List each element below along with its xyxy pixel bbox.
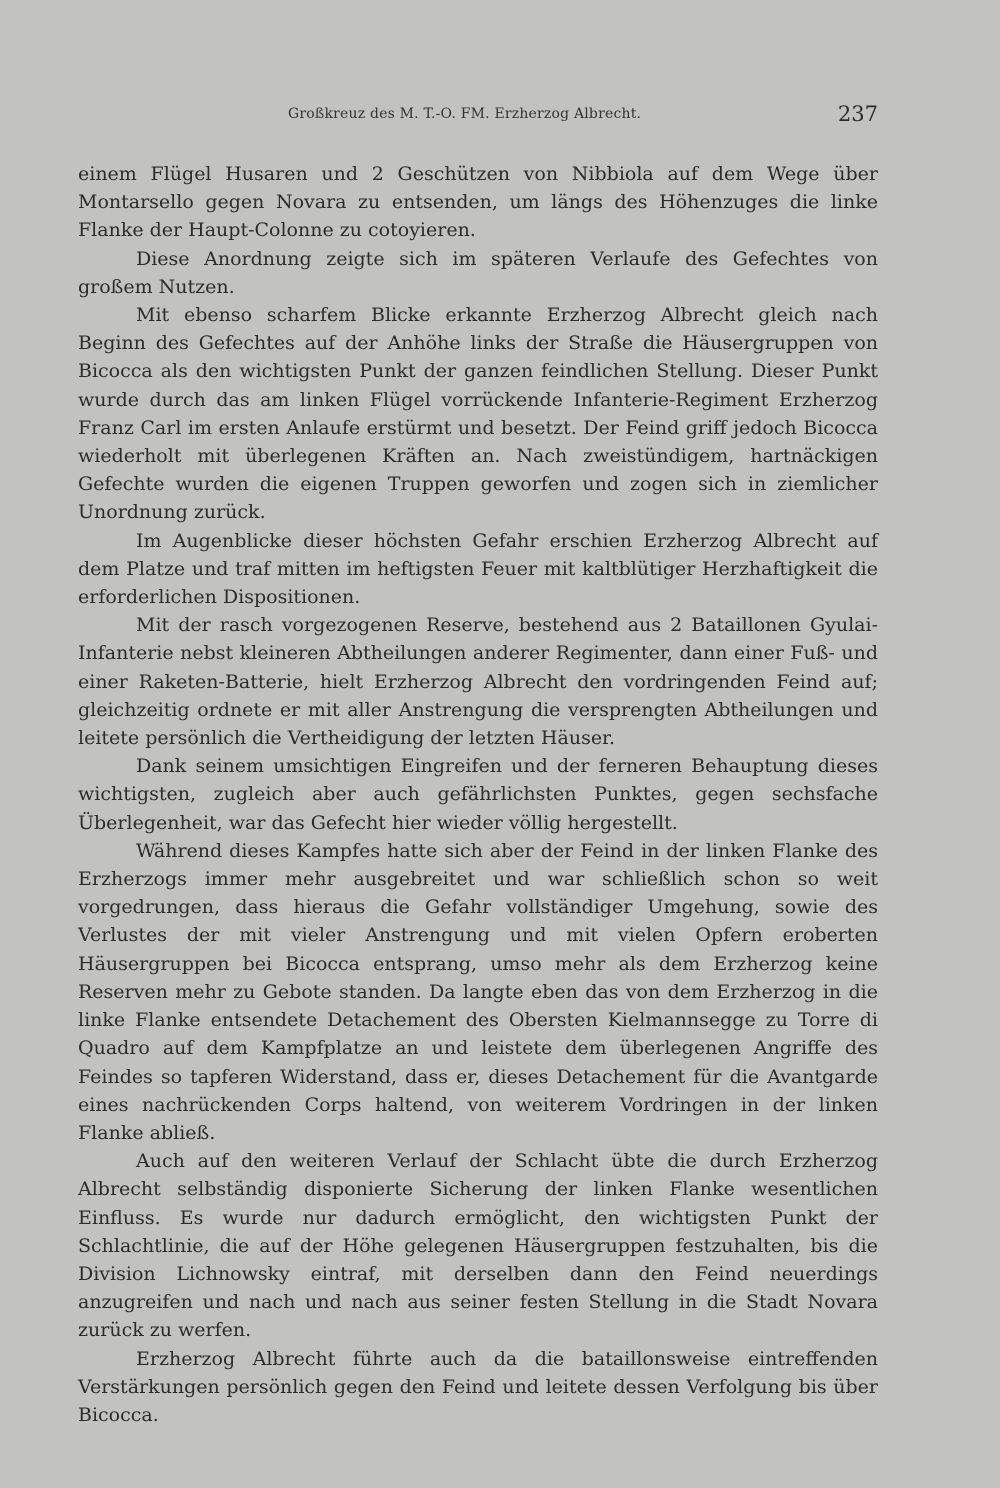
running-head: Großkreuz des M. T.-O. FM. Erzherzog Albrecht. [288, 106, 642, 122]
page-number: 237 [837, 102, 878, 126]
body-text [78, 160, 878, 1429]
paragraph: Mit der rasch vorgezogenen Reserve, bestehend aus 2 Bataillonen Gyulai-Infanterie nebst kleineren Abtheilungen anderer Regimenter, dann einer Fuß- und einer Raketen-Batterie, hielt Erzherzog Albrecht den vordringenden Feind auf; gleichzeitig ordnete er mit aller Anstrengung die versprengten Abtheilungen und leitete persönlich die Vertheidigung der letzten Häuser. [78, 614, 878, 750]
paragraph: Erzherzog Albrecht führte auch da die bataillonsweise eintreffenden Verstärkungen persönlich gegen den Feind und leitete dessen Verfolgung bis über Bicocca. [78, 1347, 878, 1426]
paragraph: Diese Anordnung zeigte sich im späteren Verlaufe des Gefechtes von großem Nutzen. [78, 247, 878, 298]
paragraph: Auch auf den weiteren Verlauf der Schlacht übte die durch Erzherzog Albrecht selbständig disponierte Sicherung der linken Flanke wesentlichen Einfluss. Es wurde nur dadurch ermöglicht, den wichtigsten Punkt der Schlachtlinie, die auf der Höhe gelegenen Häusergruppen festzuhalten, bis die Division Lichnowsky eintraf, mit derselben dann den Feind neuerdings anzugreifen und nach und nach aus seiner festen Stellung in die Stadt Novara zurück zu werfen. [78, 1150, 878, 1342]
page-header [78, 102, 878, 132]
paragraph: Dank seinem umsichtigen Eingreifen und der ferneren Behauptung dieses wichtigsten, zugleich aber auch gefährlichsten Punktes, gegen sechsfache Überlegenheit, war das Gefecht hier wieder völlig hergestellt. [78, 755, 878, 834]
paragraph: Während dieses Kampfes hatte sich aber der Feind in der linken Flanke des Erzherzogs immer mehr ausgebreitet und war schließlich schon so weit vorgedrungen, dass hieraus die Gefahr vollständiger Umgehung, sowie des Verlustes der mit vieler Anstrengung und mit vielen Opfern eroberten Häusergruppen bei Bicocca entsprang, umso mehr als dem Erzherzog keine Reserven mehr zu Gebote standen. Da langte eben das von dem Erzherzog in die linke Flanke entsendete Detachement des Obersten Kielmannsegge zu Torre di Quadro auf dem Kampfplatze an und leistete dem überlegenen Angriffe des Feindes so tapferen Widerstand, dass er, dieses Detachement für die Avantgarde eines nachrückenden Corps haltend, von weiterem Vordringen in der linken Flanke abließ. [78, 839, 878, 1144]
paragraph: einem Flügel Husaren und 2 Geschützen von Nibbiola auf dem Wege über Montarsello gegen Novara zu entsenden, um längs des Höhenzuges die linke Flanke der Haupt-Colonne zu cotoyieren. [78, 163, 878, 242]
paragraph: Mit ebenso scharfem Blicke erkannte Erzherzog Albrecht gleich nach Beginn des Gefechtes auf der Anhöhe links der Straße die Häusergruppen von Bicocca als den wichtigsten Punkt der ganzen feindlichen Stellung. Dieser Punkt wurde durch das am linken Flügel vorrückende Infanterie-Regiment Erzherzog Franz Carl im ersten Anlaufe erstürmt und besetzt. Der Feind griff jedoch Bicocca wiederholt mit überlegenen Kräften an. Nach zweistündigem, hartnäckigen Gefechte wurden die eigenen Truppen geworfen und zogen sich in ziemlicher Unordnung zurück. [78, 304, 878, 524]
paragraph: Im Augenblicke dieser höchsten Gefahr erschien Erzherzog Albrecht auf dem Platze und traf mitten im heftigsten Feuer mit kaltblütiger Herzhaftigkeit die erforderlichen Dispositionen. [78, 529, 878, 609]
